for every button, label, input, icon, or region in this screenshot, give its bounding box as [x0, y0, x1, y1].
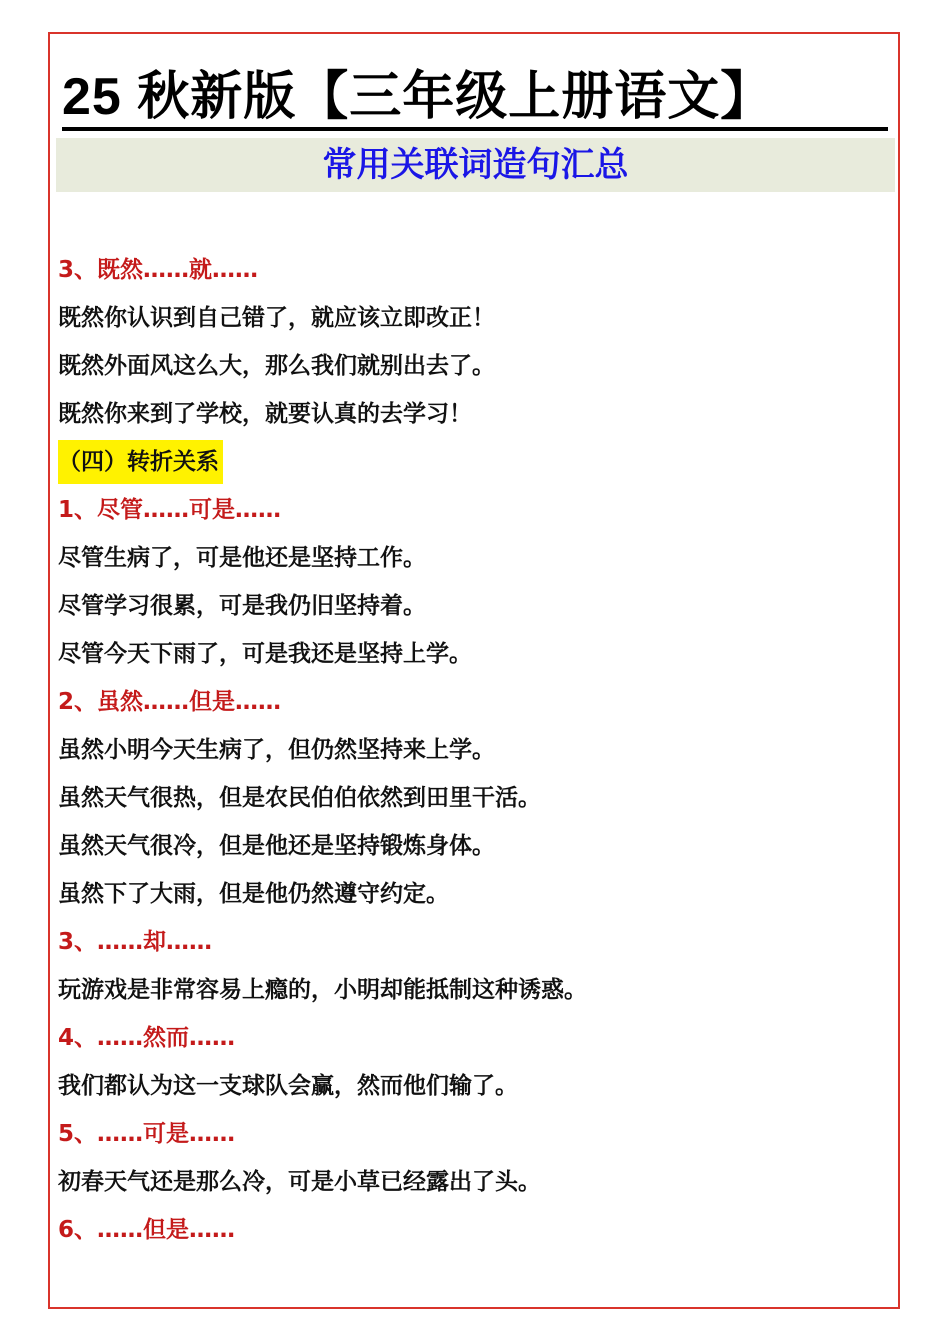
sentence: 虽然天气很热，但是农民伯伯依然到田里干活。	[58, 785, 541, 811]
heading-jiran-jiu: 3、既然……就……	[58, 257, 259, 283]
content-body	[58, 246, 888, 1254]
sentence: 虽然小明今天生病了，但仍然坚持来上学。	[58, 737, 495, 763]
sentence: 尽管学习很累，可是我仍旧坚持着。	[58, 593, 426, 619]
page-title: 25 秋新版【三年级上册语文】	[62, 68, 774, 126]
page-subtitle: 常用关联词造句汇总	[56, 138, 895, 192]
heading-raner: 4、……然而……	[58, 1025, 236, 1051]
sentence: 初春天气还是那么冷，可是小草已经露出了头。	[58, 1169, 541, 1195]
sentence: 既然外面风这么大，那么我们就别出去了。	[58, 353, 495, 379]
sentence: 既然你认识到自己错了，就应该立即改正！	[58, 305, 495, 331]
sentence: 既然你来到了学校，就要认真的去学习！	[58, 401, 472, 427]
sentence: 虽然天气很冷，但是他还是坚持锻炼身体。	[58, 833, 495, 859]
title-underline	[62, 127, 888, 131]
sentence: 虽然下了大雨，但是他仍然遵守约定。	[58, 881, 449, 907]
heading-jinguan-keshi: 1、尽管……可是……	[58, 497, 282, 523]
section-heading-transition: （四）转折关系	[58, 440, 223, 484]
sentence: 玩游戏是非常容易上瘾的，小明却能抵制这种诱惑。	[58, 977, 587, 1003]
sentence: 我们都认为这一支球队会赢，然而他们输了。	[58, 1073, 518, 1099]
sentence: 尽管今天下雨了，可是我还是坚持上学。	[58, 641, 472, 667]
sentence: 尽管生病了，可是他还是坚持工作。	[58, 545, 426, 571]
section-row	[58, 438, 888, 486]
heading-keshi: 5、……可是……	[58, 1121, 236, 1147]
heading-danshi: 6、……但是……	[58, 1217, 236, 1243]
heading-que: 3、……却……	[58, 929, 213, 955]
heading-suiran-danshi: 2、虽然……但是……	[58, 689, 282, 715]
